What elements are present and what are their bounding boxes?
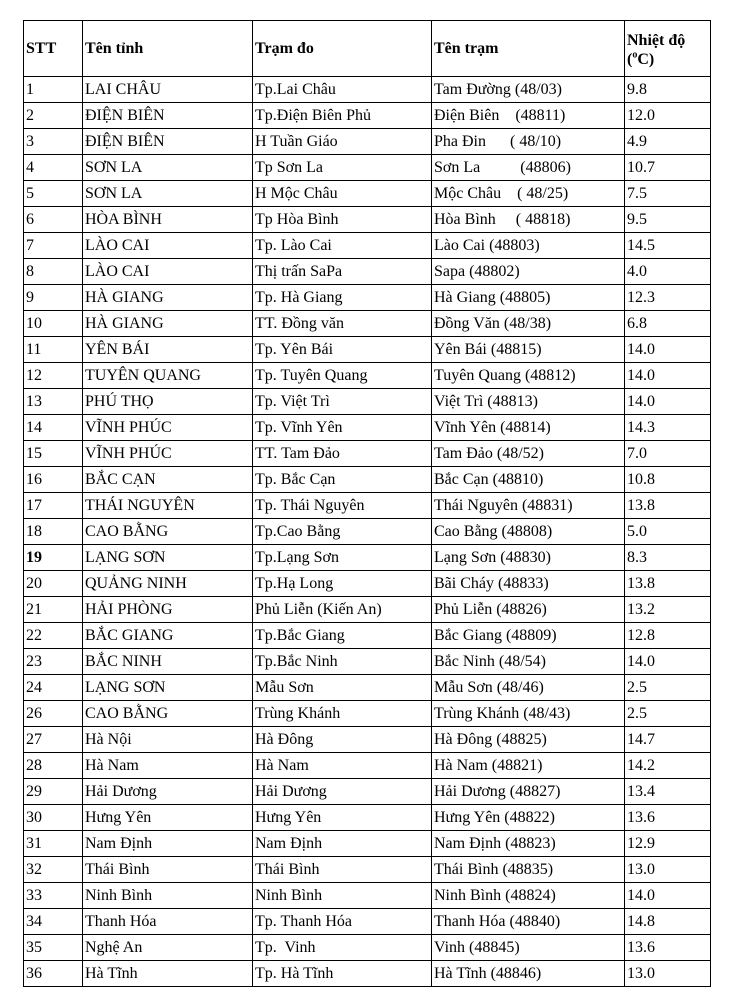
cell-temperature: 12.8 <box>625 623 711 649</box>
cell-station-name: Vinh (48845) <box>432 935 625 961</box>
cell-station-name: Cao Bằng (48808) <box>432 519 625 545</box>
cell-temperature: 14.2 <box>625 753 711 779</box>
cell-station-site: Tp.Bắc Ninh <box>253 649 432 675</box>
table-row <box>24 779 711 805</box>
cell-stt: 19 <box>24 545 83 571</box>
table-row <box>24 77 711 103</box>
cell-stt: 17 <box>24 493 83 519</box>
cell-station-site: Tp. Vinh <box>253 935 432 961</box>
cell-stt: 30 <box>24 805 83 831</box>
cell-province: Hà Nam <box>83 753 253 779</box>
cell-temperature: 14.3 <box>625 415 711 441</box>
cell-province: HẢI PHÒNG <box>83 597 253 623</box>
table-row <box>24 597 711 623</box>
cell-station-name: Thái Nguyên (48831) <box>432 493 625 519</box>
cell-station-name: Mẫu Sơn (48/46) <box>432 675 625 701</box>
cell-province: HÀ GIANG <box>83 285 253 311</box>
cell-station-site: Hưng Yên <box>253 805 432 831</box>
cell-province: Hà Tĩnh <box>83 961 253 987</box>
cell-station-name: Sơn La (48806) <box>432 155 625 181</box>
cell-station-name: Sapa (48802) <box>432 259 625 285</box>
cell-temperature: 8.3 <box>625 545 711 571</box>
cell-temperature: 12.0 <box>625 103 711 129</box>
cell-stt: 16 <box>24 467 83 493</box>
cell-station-name: Hà Đông (48825) <box>432 727 625 753</box>
cell-station-name: Hà Tĩnh (48846) <box>432 961 625 987</box>
cell-stt: 21 <box>24 597 83 623</box>
table-row <box>24 259 711 285</box>
cell-station-site: Tp. Vĩnh Yên <box>253 415 432 441</box>
cell-station-site: Tp.Lai Châu <box>253 77 432 103</box>
cell-province: BẮC NINH <box>83 649 253 675</box>
cell-province: SƠN LA <box>83 155 253 181</box>
cell-stt: 34 <box>24 909 83 935</box>
table-row <box>24 441 711 467</box>
cell-station-site: Tp. Hà Tĩnh <box>253 961 432 987</box>
table-row <box>24 467 711 493</box>
cell-temperature: 4.9 <box>625 129 711 155</box>
cell-stt: 28 <box>24 753 83 779</box>
cell-stt: 12 <box>24 363 83 389</box>
table-row <box>24 727 711 753</box>
table-row <box>24 389 711 415</box>
cell-stt: 29 <box>24 779 83 805</box>
cell-province: Nghệ An <box>83 935 253 961</box>
cell-temperature: 14.0 <box>625 337 711 363</box>
cell-province: LẠNG SƠN <box>83 675 253 701</box>
cell-station-site: Thái Bình <box>253 857 432 883</box>
cell-stt: 7 <box>24 233 83 259</box>
cell-province: QUẢNG NINH <box>83 571 253 597</box>
cell-province: Thanh Hóa <box>83 909 253 935</box>
cell-station-name: Hưng Yên (48822) <box>432 805 625 831</box>
cell-province: CAO BẰNG <box>83 701 253 727</box>
cell-temperature: 10.7 <box>625 155 711 181</box>
cell-province: SƠN LA <box>83 181 253 207</box>
cell-stt: 9 <box>24 285 83 311</box>
table-row <box>24 285 711 311</box>
cell-station-name: Tuyên Quang (48812) <box>432 363 625 389</box>
cell-temperature: 14.0 <box>625 389 711 415</box>
cell-station-name: Lạng Sơn (48830) <box>432 545 625 571</box>
cell-province: Hải Dương <box>83 779 253 805</box>
cell-stt: 22 <box>24 623 83 649</box>
cell-stt: 18 <box>24 519 83 545</box>
cell-province: LÀO CAI <box>83 233 253 259</box>
cell-stt: 32 <box>24 857 83 883</box>
cell-station-name: Đồng Văn (48/38) <box>432 311 625 337</box>
cell-station-site: Tp. Hà Giang <box>253 285 432 311</box>
cell-province: ĐIỆN BIÊN <box>83 103 253 129</box>
table-row <box>24 701 711 727</box>
cell-station-site: Tp. Thanh Hóa <box>253 909 432 935</box>
cell-station-name: Tam Đường (48/03) <box>432 77 625 103</box>
table-row <box>24 935 711 961</box>
table-row <box>24 805 711 831</box>
table-row <box>24 493 711 519</box>
cell-station-site: H Tuần Giáo <box>253 129 432 155</box>
cell-province: CAO BẰNG <box>83 519 253 545</box>
cell-province: BẮC CẠN <box>83 467 253 493</box>
header-station-site: Trạm đo <box>253 21 432 77</box>
cell-temperature: 14.0 <box>625 363 711 389</box>
cell-station-site: Tp.Điện Biên Phủ <box>253 103 432 129</box>
table-row <box>24 623 711 649</box>
header-temperature-degree: o <box>632 49 638 61</box>
cell-station-site: H Mộc Châu <box>253 181 432 207</box>
cell-stt: 10 <box>24 311 83 337</box>
table-row <box>24 181 711 207</box>
table-body <box>24 77 711 987</box>
cell-stt: 3 <box>24 129 83 155</box>
cell-stt: 24 <box>24 675 83 701</box>
cell-stt: 13 <box>24 389 83 415</box>
cell-province: LAI CHÂU <box>83 77 253 103</box>
cell-province: TUYÊN QUANG <box>83 363 253 389</box>
cell-province: Thái Bình <box>83 857 253 883</box>
cell-station-name: Mộc Châu ( 48/25) <box>432 181 625 207</box>
cell-station-site: Tp.Cao Bằng <box>253 519 432 545</box>
cell-station-name: Trùng Khánh (48/43) <box>432 701 625 727</box>
table-row <box>24 415 711 441</box>
cell-temperature: 13.6 <box>625 805 711 831</box>
cell-stt: 31 <box>24 831 83 857</box>
cell-temperature: 13.6 <box>625 935 711 961</box>
cell-station-site: Tp.Bắc Giang <box>253 623 432 649</box>
table-row <box>24 753 711 779</box>
header-temperature-label: Nhiệt độ <box>627 31 686 49</box>
cell-temperature: 13.0 <box>625 961 711 987</box>
cell-stt: 26 <box>24 701 83 727</box>
cell-temperature: 9.5 <box>625 207 711 233</box>
cell-province: LÀO CAI <box>83 259 253 285</box>
cell-temperature: 4.0 <box>625 259 711 285</box>
cell-station-name: Thanh Hóa (48840) <box>432 909 625 935</box>
cell-province: YÊN BÁI <box>83 337 253 363</box>
cell-station-site: Tp. Thái Nguyên <box>253 493 432 519</box>
cell-stt: 2 <box>24 103 83 129</box>
cell-station-name: Nam Định (48823) <box>432 831 625 857</box>
table-row <box>24 519 711 545</box>
cell-temperature: 13.0 <box>625 857 711 883</box>
cell-station-name: Bắc Ninh (48/54) <box>432 649 625 675</box>
header-province: Tên tỉnh <box>83 21 253 77</box>
cell-temperature: 12.9 <box>625 831 711 857</box>
cell-station-site: Tp. Tuyên Quang <box>253 363 432 389</box>
cell-stt: 35 <box>24 935 83 961</box>
cell-temperature: 7.5 <box>625 181 711 207</box>
cell-temperature: 9.8 <box>625 77 711 103</box>
cell-temperature: 14.7 <box>625 727 711 753</box>
table-row <box>24 571 711 597</box>
cell-temperature: 13.4 <box>625 779 711 805</box>
cell-station-name: Điện Biên (48811) <box>432 103 625 129</box>
cell-province: PHÚ THỌ <box>83 389 253 415</box>
cell-temperature: 14.8 <box>625 909 711 935</box>
cell-station-site: Tp.Hạ Long <box>253 571 432 597</box>
cell-temperature: 5.0 <box>625 519 711 545</box>
table-row <box>24 129 711 155</box>
cell-station-name: Hòa Bình ( 48818) <box>432 207 625 233</box>
table-row <box>24 545 711 571</box>
table-row <box>24 649 711 675</box>
cell-station-name: Lào Cai (48803) <box>432 233 625 259</box>
cell-station-name: Hà Giang (48805) <box>432 285 625 311</box>
cell-stt: 23 <box>24 649 83 675</box>
cell-station-site: Tp.Lạng Sơn <box>253 545 432 571</box>
cell-station-name: Việt Trì (48813) <box>432 389 625 415</box>
table-row <box>24 363 711 389</box>
cell-station-site: Mẫu Sơn <box>253 675 432 701</box>
cell-province: Hà Nội <box>83 727 253 753</box>
cell-station-site: TT. Tam Đảo <box>253 441 432 467</box>
cell-station-site: Hà Nam <box>253 753 432 779</box>
table-row <box>24 233 711 259</box>
cell-station-site: Tp. Bắc Cạn <box>253 467 432 493</box>
cell-stt: 4 <box>24 155 83 181</box>
cell-temperature: 10.8 <box>625 467 711 493</box>
cell-temperature: 2.5 <box>625 701 711 727</box>
cell-station-site: Hà Đông <box>253 727 432 753</box>
cell-station-name: Vĩnh Yên (48814) <box>432 415 625 441</box>
cell-temperature: 2.5 <box>625 675 711 701</box>
cell-station-name: Ninh Bình (48824) <box>432 883 625 909</box>
cell-province: Hưng Yên <box>83 805 253 831</box>
cell-station-site: Nam Định <box>253 831 432 857</box>
cell-stt: 11 <box>24 337 83 363</box>
cell-province: BẮC GIANG <box>83 623 253 649</box>
header-station-name: Tên trạm <box>432 21 625 77</box>
table-header-row <box>24 21 711 77</box>
cell-station-site: Phủ Liễn (Kiến An) <box>253 597 432 623</box>
cell-province: Nam Định <box>83 831 253 857</box>
cell-station-site: Thị trấn SaPa <box>253 259 432 285</box>
cell-station-name: Bắc Giang (48809) <box>432 623 625 649</box>
cell-temperature: 13.8 <box>625 571 711 597</box>
cell-stt: 1 <box>24 77 83 103</box>
table-row <box>24 961 711 987</box>
cell-station-name: Bãi Cháy (48833) <box>432 571 625 597</box>
table-row <box>24 883 711 909</box>
table-row <box>24 207 711 233</box>
table-row <box>24 675 711 701</box>
table-row <box>24 155 711 181</box>
cell-temperature: 14.0 <box>625 649 711 675</box>
temperature-table <box>23 20 711 987</box>
cell-station-site: Tp. Yên Bái <box>253 337 432 363</box>
cell-temperature: 14.5 <box>625 233 711 259</box>
cell-station-site: Trùng Khánh <box>253 701 432 727</box>
cell-station-name: Hải Dương (48827) <box>432 779 625 805</box>
cell-province: VĨNH PHÚC <box>83 415 253 441</box>
table-row <box>24 857 711 883</box>
cell-province: VĨNH PHÚC <box>83 441 253 467</box>
cell-station-name: Tam Đảo (48/52) <box>432 441 625 467</box>
cell-stt: 33 <box>24 883 83 909</box>
cell-station-site: Tp Hòa Bình <box>253 207 432 233</box>
cell-province: THÁI NGUYÊN <box>83 493 253 519</box>
cell-stt: 36 <box>24 961 83 987</box>
cell-temperature: 13.2 <box>625 597 711 623</box>
cell-station-site: Hải Dương <box>253 779 432 805</box>
cell-temperature: 7.0 <box>625 441 711 467</box>
table-row <box>24 831 711 857</box>
cell-station-name: Phủ Liễn (48826) <box>432 597 625 623</box>
header-temperature-unit-open: ( <box>627 50 633 68</box>
cell-stt: 14 <box>24 415 83 441</box>
cell-temperature: 12.3 <box>625 285 711 311</box>
cell-stt: 20 <box>24 571 83 597</box>
cell-province: Ninh Bình <box>83 883 253 909</box>
cell-stt: 6 <box>24 207 83 233</box>
cell-station-name: Hà Nam (48821) <box>432 753 625 779</box>
cell-temperature: 14.0 <box>625 883 711 909</box>
cell-stt: 15 <box>24 441 83 467</box>
cell-station-site: Ninh Bình <box>253 883 432 909</box>
cell-province: HÒA BÌNH <box>83 207 253 233</box>
table-row <box>24 909 711 935</box>
cell-station-name: Yên Bái (48815) <box>432 337 625 363</box>
cell-stt: 8 <box>24 259 83 285</box>
cell-station-name: Bắc Cạn (48810) <box>432 467 625 493</box>
table-row <box>24 103 711 129</box>
cell-province: ĐIỆN BIÊN <box>83 129 253 155</box>
cell-station-site: Tp. Lào Cai <box>253 233 432 259</box>
header-temperature-unit-close: C) <box>637 50 655 68</box>
cell-temperature: 13.8 <box>625 493 711 519</box>
table-row <box>24 337 711 363</box>
cell-station-name: Thái Bình (48835) <box>432 857 625 883</box>
cell-stt: 27 <box>24 727 83 753</box>
header-temperature <box>625 21 711 77</box>
header-stt: STT <box>24 21 83 77</box>
cell-stt: 5 <box>24 181 83 207</box>
cell-station-site: TT. Đồng văn <box>253 311 432 337</box>
cell-station-site: Tp. Việt Trì <box>253 389 432 415</box>
cell-station-name: Pha Đin ( 48/10) <box>432 129 625 155</box>
table-row <box>24 311 711 337</box>
cell-province: HÀ GIANG <box>83 311 253 337</box>
cell-province: LẠNG SƠN <box>83 545 253 571</box>
cell-temperature: 6.8 <box>625 311 711 337</box>
cell-station-site: Tp Sơn La <box>253 155 432 181</box>
